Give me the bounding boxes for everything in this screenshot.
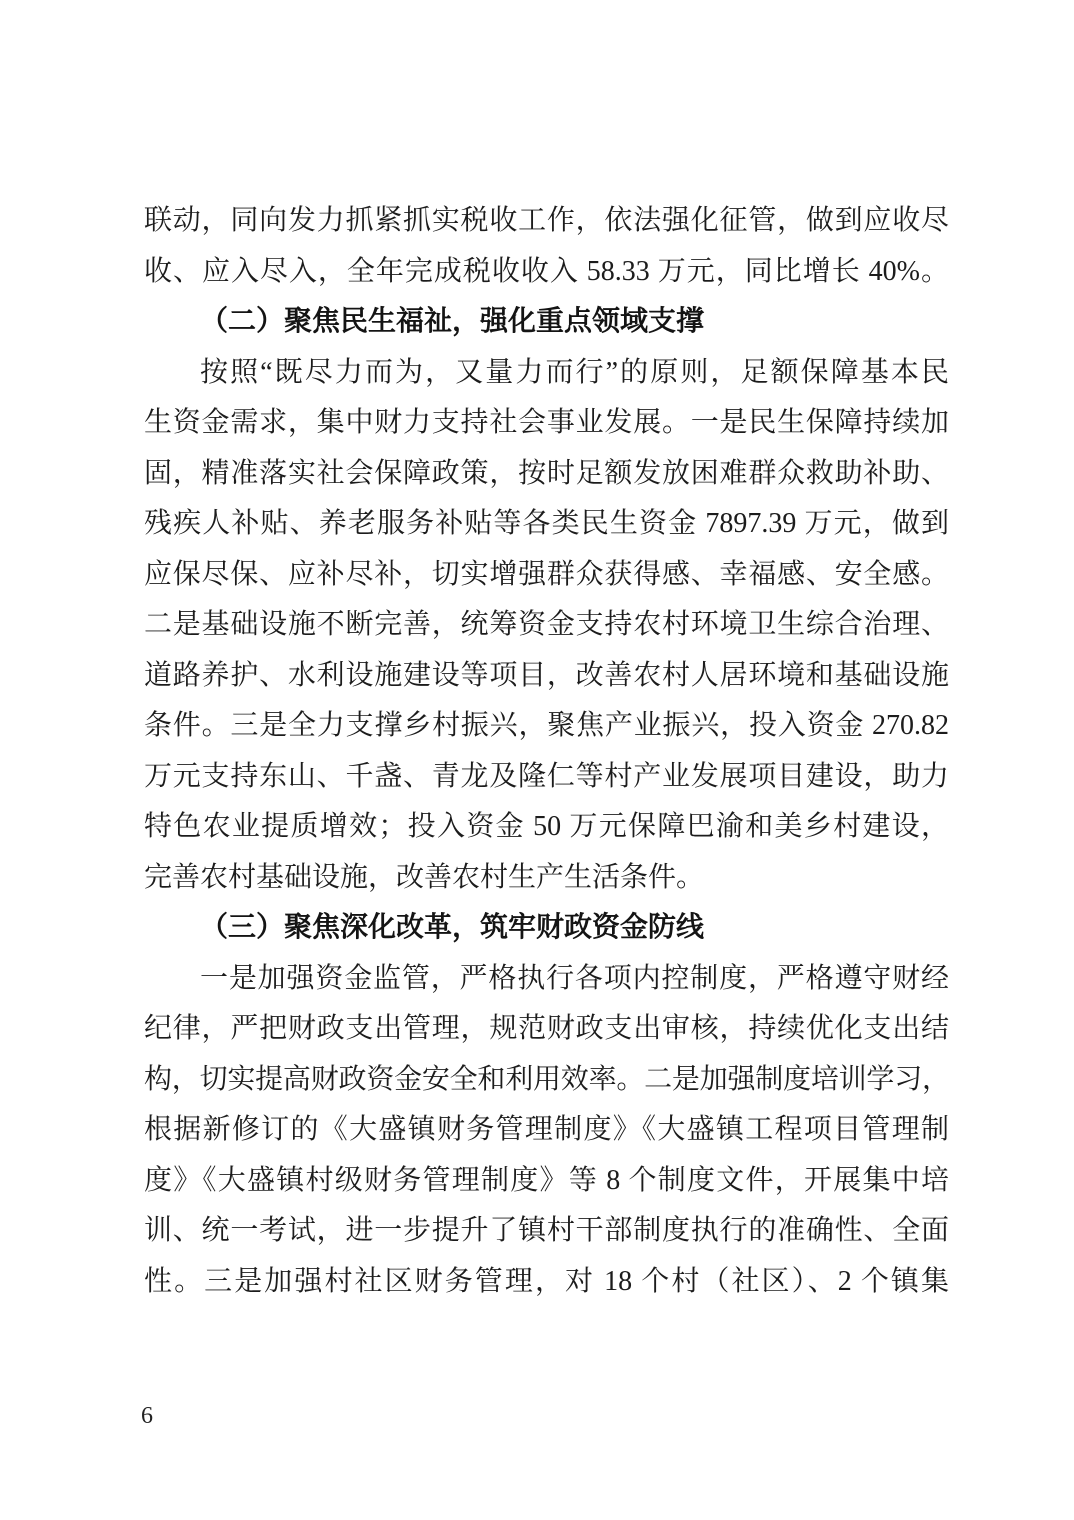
text-line: 纪律，严把财政支出管理，规范财政支出审核，持续优化支出结 xyxy=(144,1013,949,1044)
text-line: 万元支持东山、千盏、青龙及隆仁等村产业发展项目建设，助力 xyxy=(144,760,949,792)
text-line: 一是加强资金监管，严格执行各项内控制度，严格遵守财经 xyxy=(200,962,949,994)
text-block xyxy=(144,196,949,1307)
text-line: 固，精准落实社会保障政策，按时足额发放困难群众救助补助、 xyxy=(144,457,949,489)
section-heading-three: （三）聚焦深化改革，筑牢财政资金防线 xyxy=(200,912,705,943)
text-line: 收、应入尽入，全年完成税收收入 58.33 万元，同比增长 40%。 xyxy=(144,255,949,287)
text-line: 残疾人补贴、养老服务补贴等各类民生资金 7897.39 万元，做到 xyxy=(144,508,949,539)
text-line: 构，切实提高财政资金安全和利用效率。二是加强制度培训学习， xyxy=(144,1063,949,1095)
text-line: 条件。三是全力支撑乡村振兴，聚焦产业振兴，投入资金 270.82 xyxy=(144,710,949,741)
text-line: 道路养护、水利设施建设等项目，改善农村人居环境和基础设施 xyxy=(144,659,949,691)
page-number: 6 xyxy=(141,1403,153,1429)
text-line: 按照“既尽力而为，又量力而行”的原则，足额保障基本民 xyxy=(200,356,949,388)
text-line: 生资金需求，集中财力支持社会事业发展。一是民生保障持续加 xyxy=(144,407,949,438)
text-line: 联动，同向发力抓紧抓实税收工作，依法强化征管，做到应收尽 xyxy=(144,205,949,236)
text-line: 完善农村基础设施，改善农村生产生活条件。 xyxy=(144,861,705,893)
text-line: 二是基础设施不断完善，统筹资金支持农村环境卫生综合治理、 xyxy=(144,609,949,640)
text-line: 根据新修订的《大盛镇财务管理制度》《大盛镇工程项目管理制 xyxy=(144,1114,949,1145)
text-line: 性。三是加强村社区财务管理，对 18 个村（社区）、2 个镇集 xyxy=(144,1265,949,1297)
section-heading-two: （二）聚焦民生福祉，强化重点领域支撑 xyxy=(200,306,705,337)
text-line: 特色农业提质增效；投入资金 50 万元保障巴渝和美乡村建设， xyxy=(144,811,949,842)
text-line: 应保尽保、应补尽补，切实增强群众获得感、幸福感、安全感。 xyxy=(144,558,949,590)
text-line: 度》《大盛镇村级财务管理制度》等 8 个制度文件，开展集中培 xyxy=(144,1164,949,1196)
text-line: 训、统一考试，进一步提升了镇村干部制度执行的准确性、全面 xyxy=(144,1215,949,1246)
